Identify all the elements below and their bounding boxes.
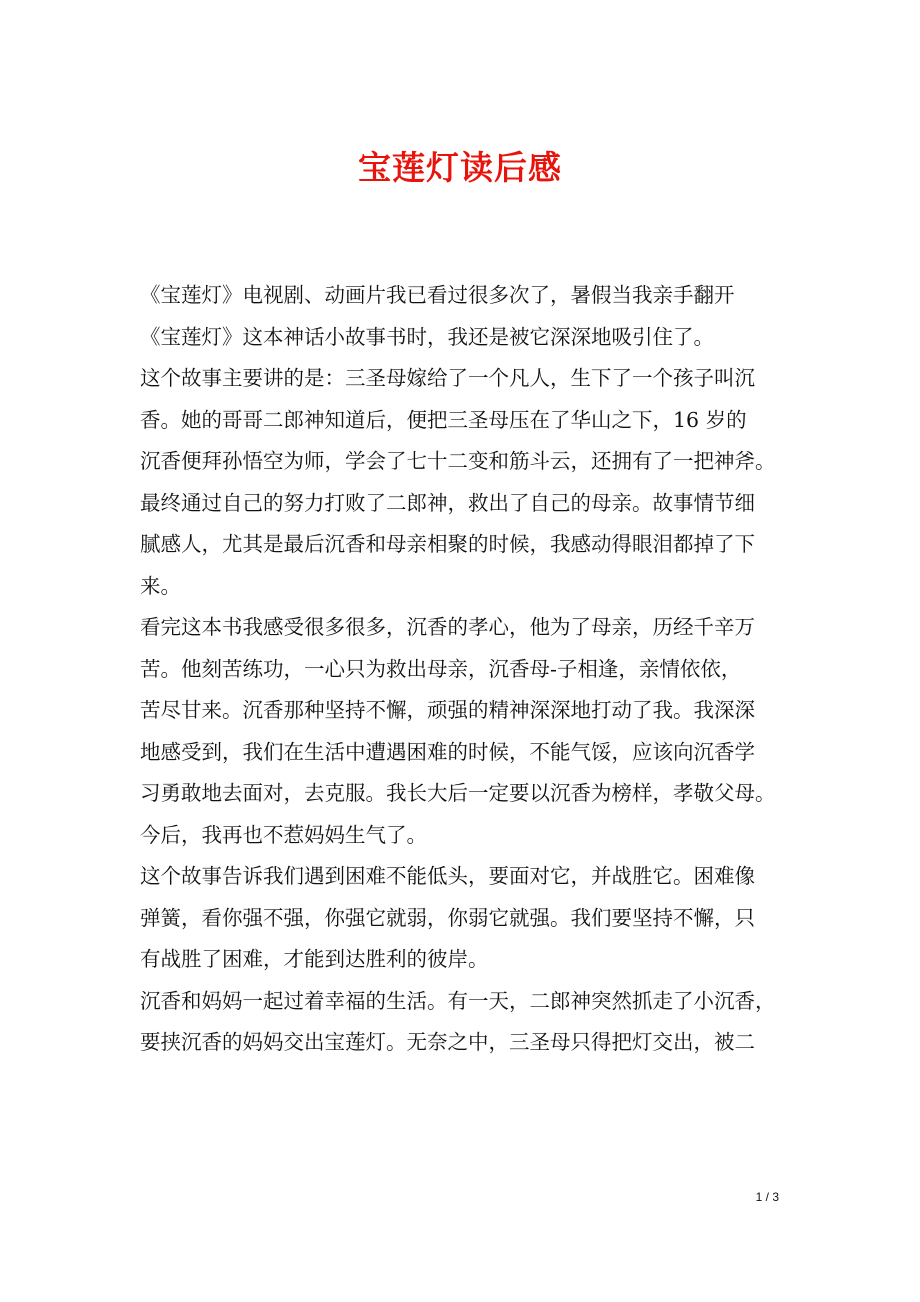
text-line: 沉香便拜孙悟空为师，学会了七十二变和筋斗云，还拥有了一把神斧。 [140, 449, 776, 473]
text-line: 腻感人，尤其是最后沉香和母亲相聚的时候，我感动得眼泪都掉了下 [140, 532, 755, 556]
text-line: 看完这本书我感受很多很多，沉香的孝心，他为了母亲，历经千辛万 [140, 615, 755, 639]
paragraph-5 [140, 981, 782, 1064]
text-line: 这个故事主要讲的是：三圣母嫁给了一个凡人，生下了一个孩子叫沉 [140, 366, 755, 390]
page-number: 1 / 3 [755, 1190, 779, 1204]
text-line: 习勇敢地去面对，去克服。我长大后一定要以沉香为榜样，孝敬父母。 [140, 781, 776, 805]
text-line: 沉香和妈妈一起过着幸福的生活。有一天，二郎神突然抓走了小沉香， [140, 988, 776, 1013]
text-line: 弹簧，看你强不强，你强它就弱，你弱它就强。我们要坚持不懈，只 [140, 905, 755, 930]
text-line: 这个故事告诉我们遇到困难不能低头，要面对它，并战胜它。困难像 [140, 864, 755, 888]
document-body [140, 275, 782, 1064]
text-line: 《宝莲灯》电视剧、动画片我已看过很多次了，暑假当我亲手翻开 [140, 283, 735, 307]
paragraph-2 [140, 358, 782, 607]
text-line: 苦尽甘来。沉香那种坚持不懈，顽强的精神深深地打动了我。我深深 [140, 698, 755, 722]
document-title: 宝莲灯读后感 [358, 148, 562, 187]
text-line: 有战胜了困难，才能到达胜利的彼岸。 [140, 947, 489, 971]
text-line: 《宝莲灯》这本神话小故事书时，我还是被它深深地吸引住了。 [140, 324, 714, 349]
text-line: 地感受到，我们在生活中遭遇困难的时候，不能气馁，应该向沉香学 [140, 739, 755, 764]
paragraph-3 [140, 607, 782, 856]
text-line: 要挟沉香的妈妈交出宝莲灯。无奈之中，三圣母只得把灯交出，被二 [140, 1030, 755, 1054]
text-line: 最终通过自己的努力打败了二郎神，救出了自己的母亲。故事情节细 [140, 490, 755, 515]
text-line: 苦。他刻苦练功，一心只为救出母亲，沉香母-子相逢，亲情依依， [140, 656, 742, 681]
text-line: 来。 [140, 573, 181, 598]
text-line: 香。她的哥哥二郎神知道后，便把三圣母压在了华山之下，16 岁的 [140, 407, 747, 432]
paragraph-4 [140, 856, 782, 981]
paragraph-1 [140, 275, 782, 358]
text-line: 今后，我再也不惹妈妈生气了。 [140, 822, 427, 847]
